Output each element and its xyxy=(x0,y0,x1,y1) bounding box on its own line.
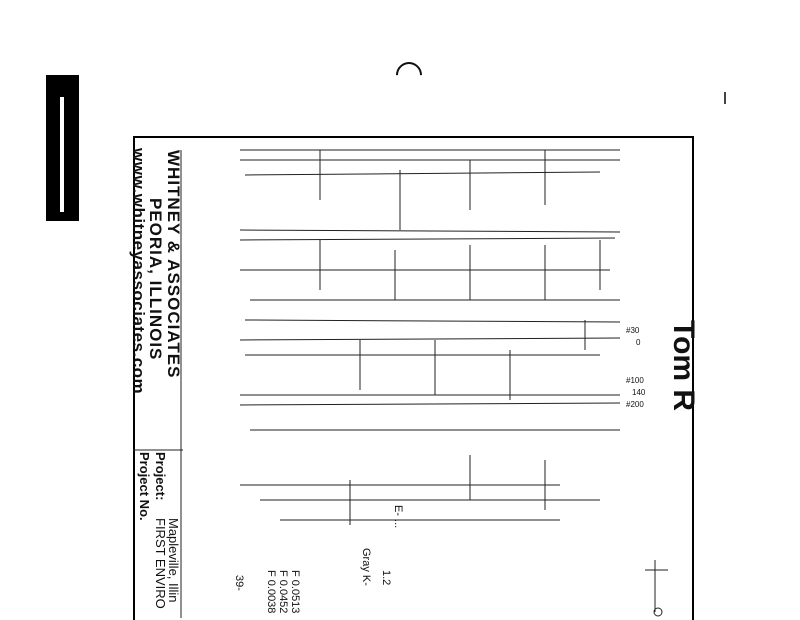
project-label: Project: xyxy=(153,452,168,501)
drawing-line xyxy=(240,230,620,232)
project-no-label: Project No. xyxy=(137,452,152,521)
drawing-line xyxy=(240,403,620,405)
project-location: Mapleville, Illin xyxy=(166,518,181,603)
mark-label: 0 xyxy=(636,338,641,347)
note-fragment: F 0.0038 xyxy=(265,570,277,614)
company-website: www.whitneyassociates.com xyxy=(129,148,148,395)
note-fragment: 1.2 xyxy=(380,570,392,586)
drawing-line xyxy=(245,172,600,175)
note-fragment: F 0.0452 xyxy=(277,570,289,614)
drawing-line xyxy=(245,320,620,322)
drawing-line xyxy=(240,338,620,340)
mark-label: #200 xyxy=(626,400,644,409)
mark-label: 140 xyxy=(632,388,646,397)
company-name: WHITNEY & ASSOCIATES xyxy=(164,150,183,379)
note-fragment: E- ... xyxy=(392,505,404,529)
note-fragment: F 0.0513 xyxy=(289,570,301,614)
drawing-title: Tom R xyxy=(667,320,700,412)
drawing-line xyxy=(240,238,615,240)
project-value: FIRST ENVIRO xyxy=(153,518,168,609)
mark-label: #30 xyxy=(626,326,640,335)
company-city: PEORIA, ILLINOIS xyxy=(146,198,165,361)
note-fragment: 39- xyxy=(233,575,245,591)
note-fragment: Gray K- xyxy=(360,548,372,586)
mark-label: #100 xyxy=(626,376,644,385)
